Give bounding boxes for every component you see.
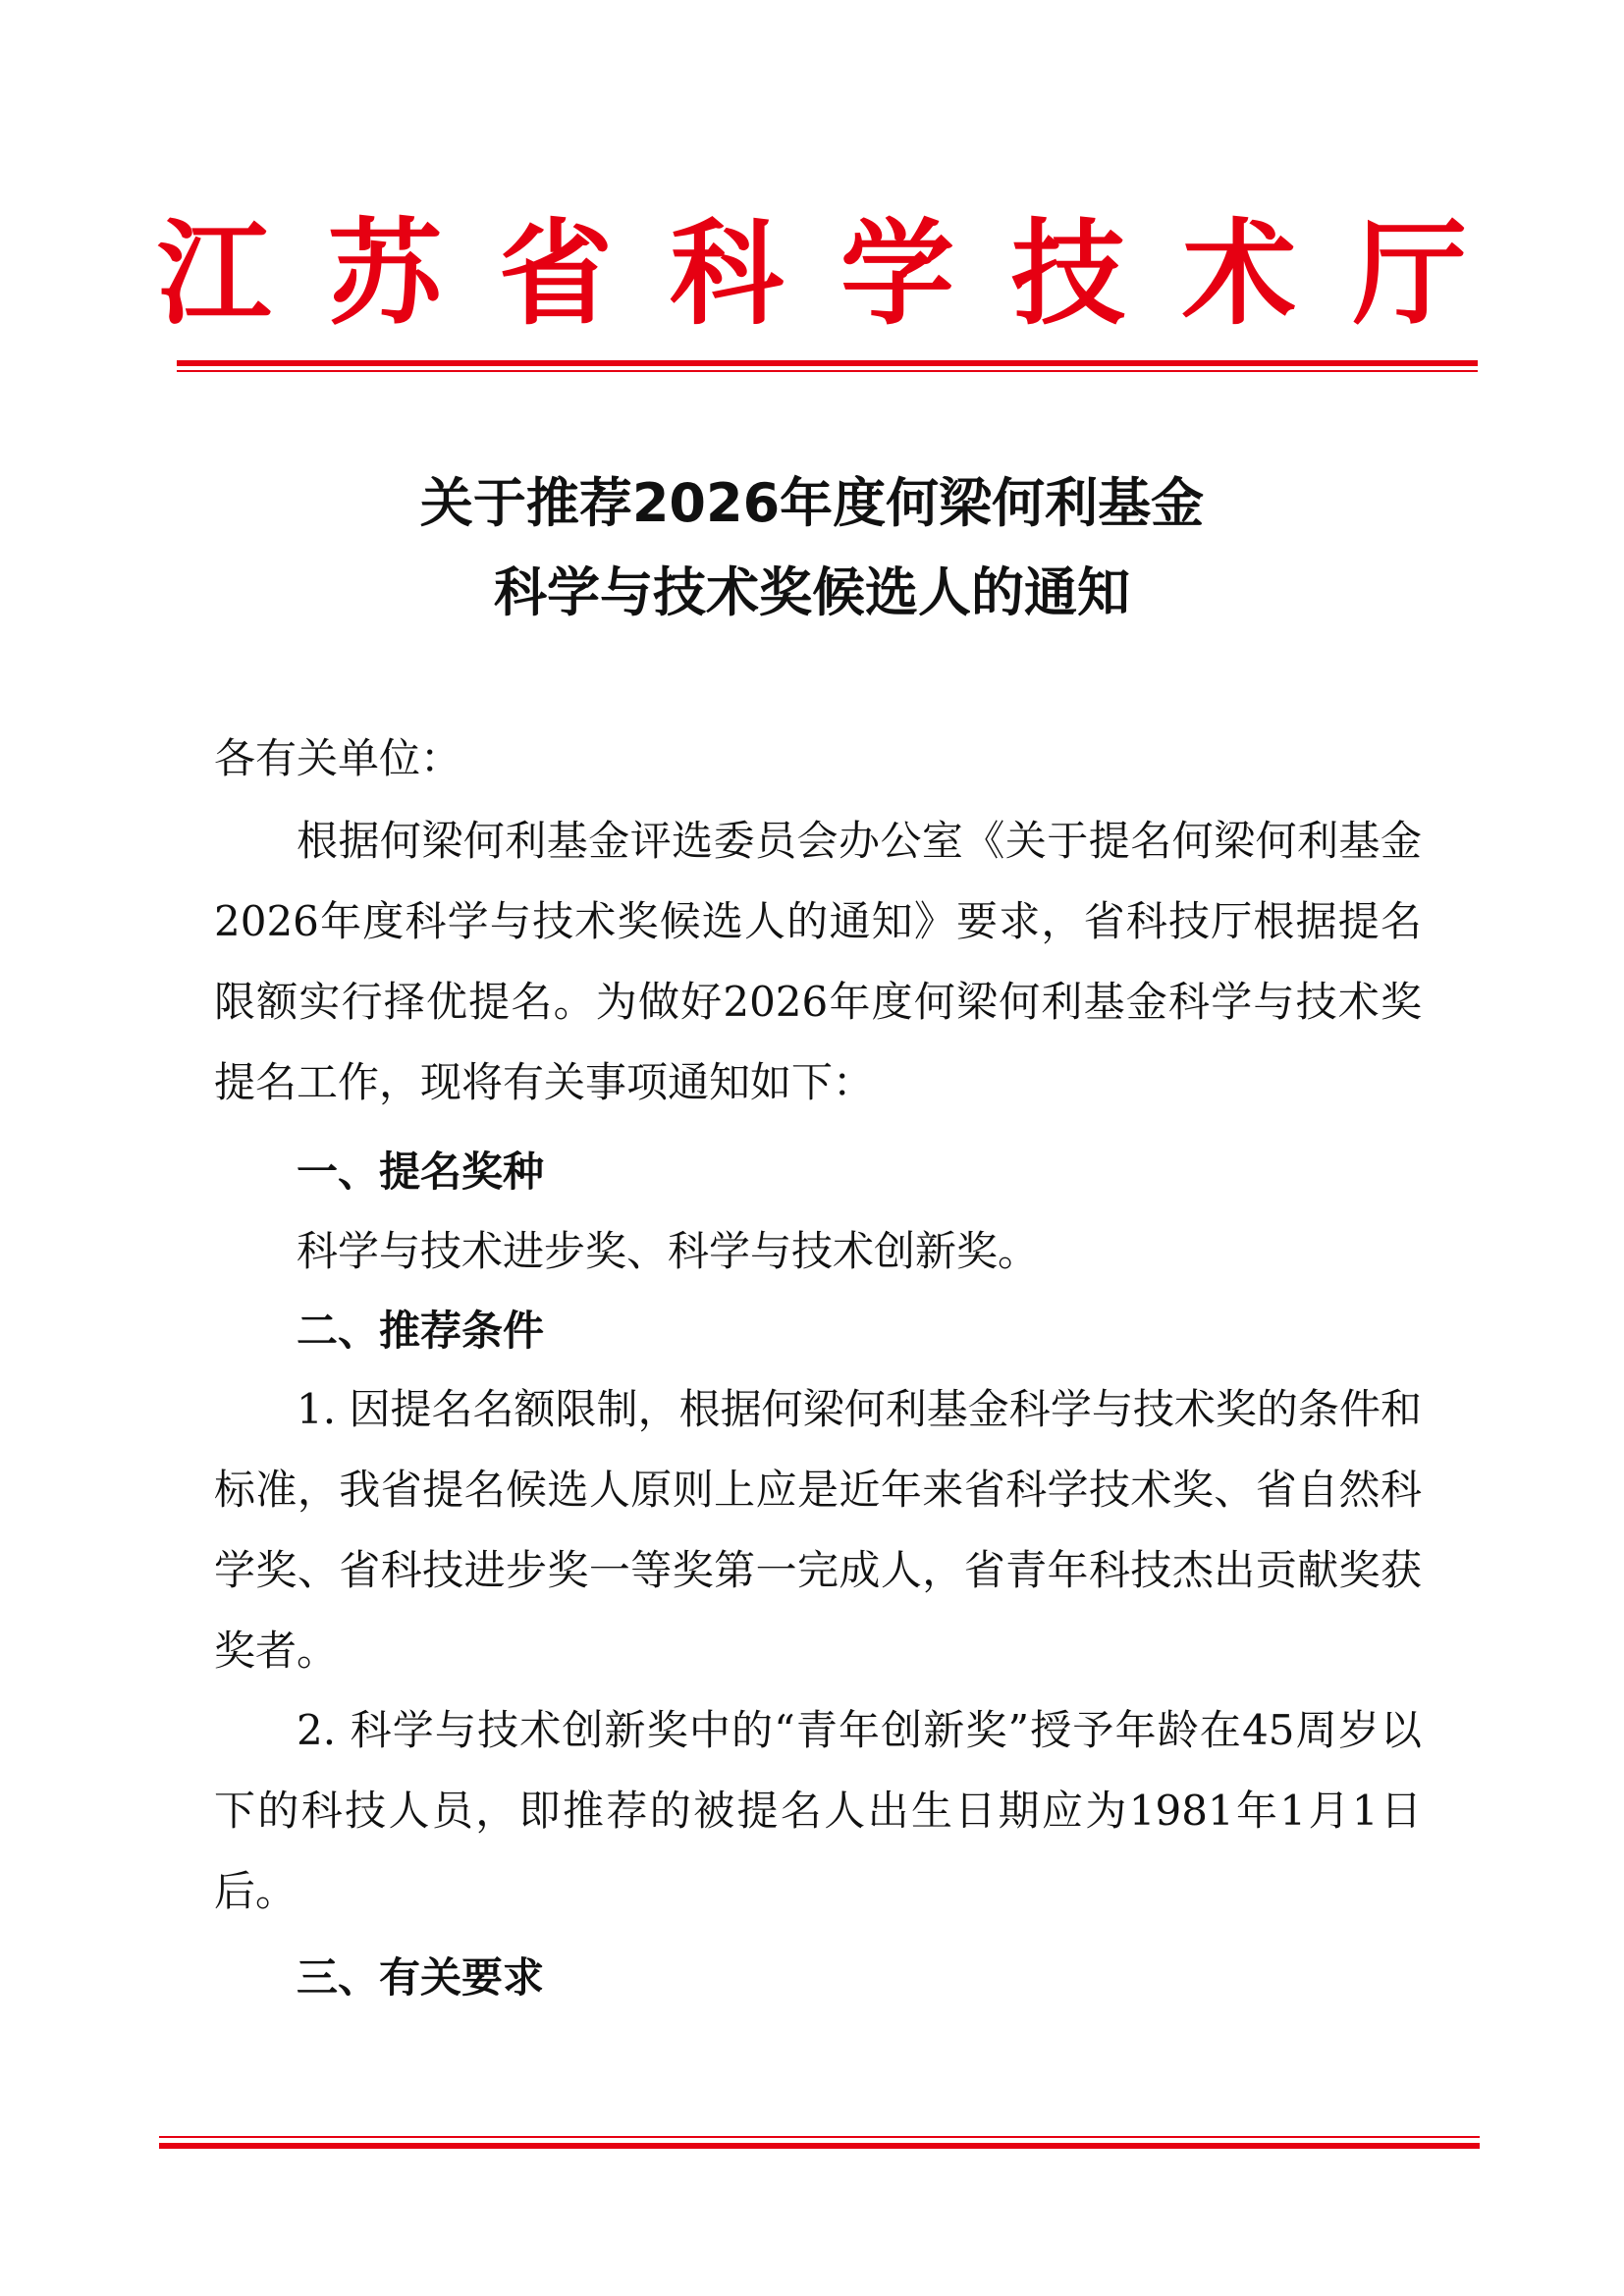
salutation: 各有关单位： — [214, 734, 462, 782]
document-title-line-1: 关于推荐2026年度何梁何利基金 — [419, 472, 1205, 534]
section-1-paragraph: 科学与技术进步奖、科学与技术创新奖。 — [297, 1227, 1040, 1275]
section-heading-3: 三、有关要求 — [297, 1953, 545, 2002]
document-title-line-2: 科学与技术奖候选人的通知 — [494, 561, 1130, 623]
issuing-authority-header: 江苏省科学技术厅 — [157, 208, 1524, 341]
section-heading-2: 二、推荐条件 — [297, 1307, 545, 1355]
header-divider-thin — [177, 370, 1478, 372]
header-divider-thick — [177, 360, 1478, 366]
intro-paragraph: 根据何梁何利基金评选委员会办公室《关于提名何梁何利基金2026年度科学与技术奖候选人的通知》要求，省科技厅根据提名限额实行择优提名。为做好2026年度何梁何利基金科学与技术奖提名工作，现将有关事项通知如下： — [214, 817, 1422, 1106]
section-2-paragraph-1: 1. 因提名名额限制，根据何梁何利基金科学与技术奖的条件和标准，我省提名候选人原则上应是近年来省科学技术奖、省自然科学奖、省科技进步奖一等奖第一完成人，省青年科技杰出贡献奖获奖者。 — [214, 1385, 1422, 1675]
section-2-paragraph-2: 2. 科学与技术创新奖中的“青年创新奖”授予年龄在45周岁以下的科技人员，即推荐的被提名人出生日期应为1981年1月1日后。 — [214, 1706, 1422, 1915]
footer-divider-thick — [159, 2143, 1480, 2149]
section-heading-1: 一、提名奖种 — [297, 1148, 545, 1196]
footer-divider-thin — [159, 2136, 1480, 2138]
